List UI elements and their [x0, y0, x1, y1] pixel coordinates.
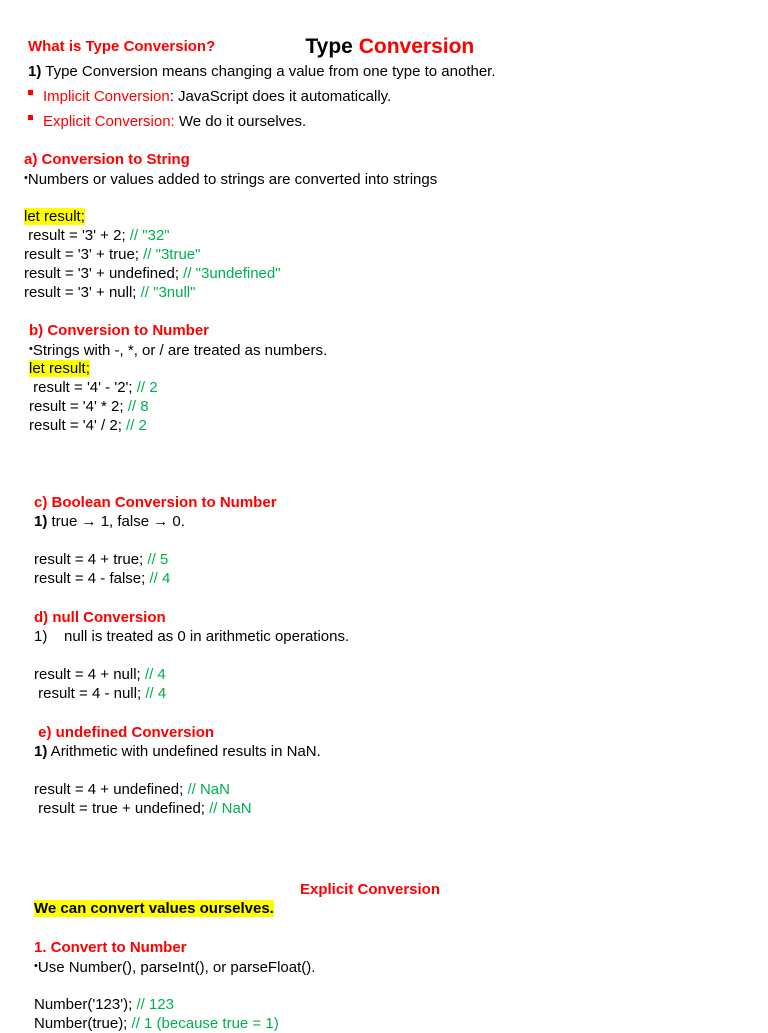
code-comment: // 4 — [144, 666, 166, 683]
code-text: result = '3' + 2; — [24, 227, 130, 244]
code-comment: // "3undefined" — [183, 265, 281, 282]
code-comment: // 8 — [127, 398, 149, 415]
code-text: result = '4' / 2; — [29, 417, 127, 434]
code-text: result = '4' - '2'; — [29, 379, 137, 396]
code-line — [34, 684, 166, 703]
code-line — [34, 550, 168, 569]
code-comment: // "3true" — [143, 246, 201, 263]
code-comment: // NaN — [209, 800, 252, 817]
section-c-heading: c) Boolean Conversion to Number — [34, 494, 277, 511]
section-b-let — [29, 359, 90, 378]
explicit-term: Explicit Conversion: — [43, 113, 175, 130]
section-d-heading: d) null Conversion — [34, 609, 166, 626]
intro-definition-number: 1) — [28, 63, 42, 80]
intro-bullet-implicit — [28, 87, 391, 106]
code-line — [24, 264, 281, 283]
code-comment: // 5 — [147, 551, 169, 568]
code-comment: // "32" — [129, 227, 170, 244]
section-b-bullet — [29, 340, 327, 360]
code-line — [24, 283, 195, 302]
bullet-dot-icon: • — [34, 960, 38, 972]
code-comment: // 123 — [136, 996, 174, 1013]
bullet-dot-icon: • — [24, 172, 28, 184]
code-text: result = 4 + true; — [34, 551, 148, 568]
code-comment: // 2 — [136, 379, 158, 396]
section-b-heading: b) Conversion to Number — [29, 322, 210, 339]
section-e-text: Arithmetic with undefined results in NaN. — [47, 743, 321, 760]
section-a-heading: a) Conversion to String — [24, 151, 190, 168]
section-b-bullet-text: Strings with -, *, or / are treated as numbers. — [32, 342, 328, 359]
code-text: result = 4 + undefined; — [34, 781, 188, 798]
code-text: result = '3' + null; — [24, 284, 141, 301]
square-bullet-icon — [28, 90, 33, 95]
section-d-text: 1) null is treated as 0 in arithmetic operations. — [34, 628, 350, 645]
section-a-bullet — [24, 169, 437, 189]
intro-definition-text: Type Conversion means changing a value from one type to another. — [41, 63, 496, 80]
explicit-subheading-text: We can convert values ourselves. — [34, 900, 274, 917]
code-line — [34, 995, 174, 1014]
code-text: Number('123'); — [34, 996, 137, 1013]
let-declaration: let result; — [24, 208, 85, 225]
convert-number-bullet — [34, 957, 315, 977]
code-line — [29, 397, 149, 416]
code-comment: // NaN — [187, 781, 230, 798]
section-a-let — [24, 207, 85, 226]
code-text: result = '4' * 2; — [29, 398, 128, 415]
explicit-desc: We do it ourselves. — [174, 113, 307, 130]
code-comment: // "3null" — [140, 284, 196, 301]
explicit-subheading — [34, 899, 274, 918]
convert-number-heading: 1. Convert to Number — [34, 939, 187, 956]
code-comment: // 1 (because true = 1) — [131, 1015, 279, 1032]
code-comment: // 4 — [145, 685, 167, 702]
intro-bullet-explicit — [28, 112, 306, 131]
code-text: Number(true); — [34, 1015, 132, 1032]
code-text: result = 4 + null; — [34, 666, 145, 683]
code-line — [34, 665, 166, 684]
implicit-term: Implicit Conversion — [43, 88, 170, 105]
explicit-heading: Explicit Conversion — [299, 881, 441, 898]
code-comment: // 4 — [149, 570, 171, 587]
convert-number-bullet-text: Use Number(), parseInt(), or parseFloat(). — [37, 959, 316, 976]
section-e-rule — [34, 742, 321, 761]
let-declaration: let result; — [29, 360, 90, 377]
intro-heading: What is Type Conversion? — [28, 38, 216, 55]
code-text: result = 4 - null; — [34, 685, 146, 702]
implicit-desc: : JavaScript does it automatically. — [169, 88, 392, 105]
code-comment: // 2 — [126, 417, 147, 434]
code-line — [29, 416, 147, 435]
square-bullet-icon — [28, 115, 33, 120]
code-line — [34, 799, 252, 818]
code-line — [29, 378, 158, 397]
code-line — [24, 245, 200, 264]
code-text: result = 4 - false; — [34, 570, 150, 587]
section-e-number: 1) — [34, 743, 48, 760]
code-text: result = '3' + undefined; — [24, 265, 184, 282]
title-word-type: Type — [305, 35, 353, 58]
section-c-number: 1) — [34, 513, 48, 530]
code-line — [34, 780, 230, 799]
code-line — [24, 226, 170, 245]
title-word-conversion: Conversion — [358, 35, 475, 58]
code-text: result = '3' + true; — [24, 246, 144, 263]
intro-definition — [28, 62, 496, 81]
code-line — [34, 569, 170, 588]
section-e-heading: e) undefined Conversion — [34, 724, 215, 741]
bullet-dot-icon: • — [29, 343, 33, 355]
code-text: result = true + undefined; — [34, 800, 210, 817]
section-c-text: true → 1, false → 0. — [47, 513, 185, 530]
section-a-bullet-text: Numbers or values added to strings are converted into strings — [27, 171, 438, 188]
section-c-rule — [34, 512, 185, 531]
